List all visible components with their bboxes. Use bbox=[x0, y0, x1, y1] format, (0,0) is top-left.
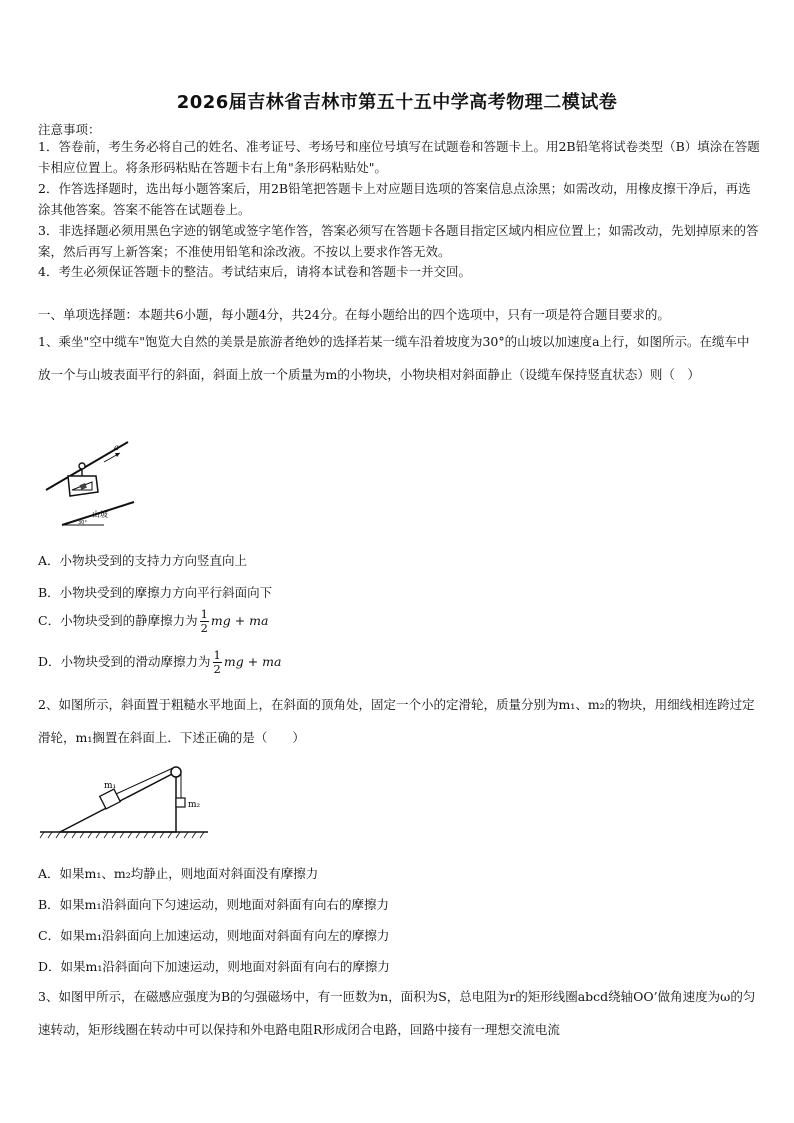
q1-option-b: B．小物块受到的摩擦力方向平行斜面向下 bbox=[38, 585, 273, 600]
formula: mg + ma bbox=[223, 654, 282, 669]
q2-option-d: D．如果m₁沿斜面向下加速运动，则地面对斜面有向右的摩擦力 bbox=[38, 959, 390, 974]
section-heading: 一、单项选择题：本题共6小题，每小题4分，共24分。在每小题给出的四个选项中，只有一项是符合题目要求的。 bbox=[38, 307, 670, 322]
notice-item-3: 3．非选择题必须用黑色字迹的钢笔或签字笔作答，答案必须写在答题卡各题目指定区域内相应位置上；如需改动，先划掉原来的答案，然后再写上新答案；不准使用铅笔和涂改液。不按以上要求作答无效。 bbox=[38, 223, 759, 259]
q1-option-a: A．小物块受到的支持力方向竖直向上 bbox=[38, 553, 248, 568]
notice-item-4: 4．考生必须保证答题卡的整洁。考试结束后，请将本试卷和答题卡一并交回。 bbox=[38, 264, 471, 279]
q1-accel-label: a bbox=[114, 443, 119, 452]
notice-item-2: 2．作答选择题时，选出每小题答案后，用2B铅笔把答题卡上对应题目选项的答案信息点涂黑；如需改动，用橡皮擦干净后，再选涂其他答案。答案不能答在试题卷上。 bbox=[38, 181, 751, 217]
fraction: $\frac{1}{2}$ bbox=[200, 607, 208, 635]
q2-option-a: A．如果m₁、m₂均静止，则地面对斜面没有摩擦力 bbox=[38, 866, 319, 881]
q2-m2-label: m₂ bbox=[188, 800, 201, 810]
q1-option-c bbox=[38, 608, 269, 635]
q1-option-d bbox=[38, 649, 281, 676]
q3-stem: 3、如图甲所示，在磁感应强度为B的匀强磁场中，有一匝数为n，面积为S，总电阻为r的矩形线圈abcd绕轴OO’做角速度为ω的匀速转动，矩形线圈在转动中可以保持和外电路电阻R形成闭合电路，回路中接有一理想交流电流 bbox=[38, 989, 756, 1037]
q2-stem: 2、如图所示，斜面置于粗糙水平地面上，在斜面的顶角处，固定一个小的定滑轮，质量分别为m₁、m₂的物块，用细线相连跨过定滑轮，m₁搁置在斜面上．下述正确的是（ ） bbox=[38, 697, 755, 745]
q2-option-b: B．如果m₁沿斜面向下匀速运动，则地面对斜面有向右的摩擦力 bbox=[38, 897, 390, 912]
q1-option-c-text: C．小物块受到的静摩擦力为 bbox=[38, 613, 198, 628]
q2-option-c: C．如果m₁沿斜面向上加速运动，则地面对斜面有向左的摩擦力 bbox=[38, 928, 390, 943]
page-title: 2026届吉林省吉林市第五十五中学高考物理二模试卷 bbox=[176, 92, 618, 113]
q1-option-d-text: D．小物块受到的滑动摩擦力为 bbox=[38, 654, 211, 669]
formula: mg + ma bbox=[210, 613, 269, 628]
fraction: $\frac{1}{2}$ bbox=[213, 648, 221, 676]
q1-stem: 1、乘坐"空中缆车"饱览大自然的美景是旅游者绝妙的选择若某一缆车沿着坡度为30°的山坡以加速度a上行，如图所示。在缆车中放一个与山坡表面平行的斜面，斜面上放一个质量为m的小物块，小物块相对斜面静止（设缆车保持竖直状态）则（ ） bbox=[38, 334, 750, 382]
q2-m1-label: m₁ bbox=[104, 781, 117, 791]
q1-slope-label: 山坡 bbox=[92, 510, 108, 519]
q1-figure bbox=[44, 432, 144, 532]
q1-angle-label: 30° bbox=[78, 520, 87, 526]
notice-heading: 注意事项： bbox=[38, 122, 101, 137]
q2-figure bbox=[38, 762, 218, 842]
notice-item-1: 1．答卷前，考生务必将自己的姓名、准考证号、考场号和座位号填写在试题卷和答题卡上。用2B铅笔将试卷类型（B）填涂在答题卡相应位置上。将条形码粘贴在答题卡右上角"条形码粘贴处"。 bbox=[38, 139, 760, 175]
